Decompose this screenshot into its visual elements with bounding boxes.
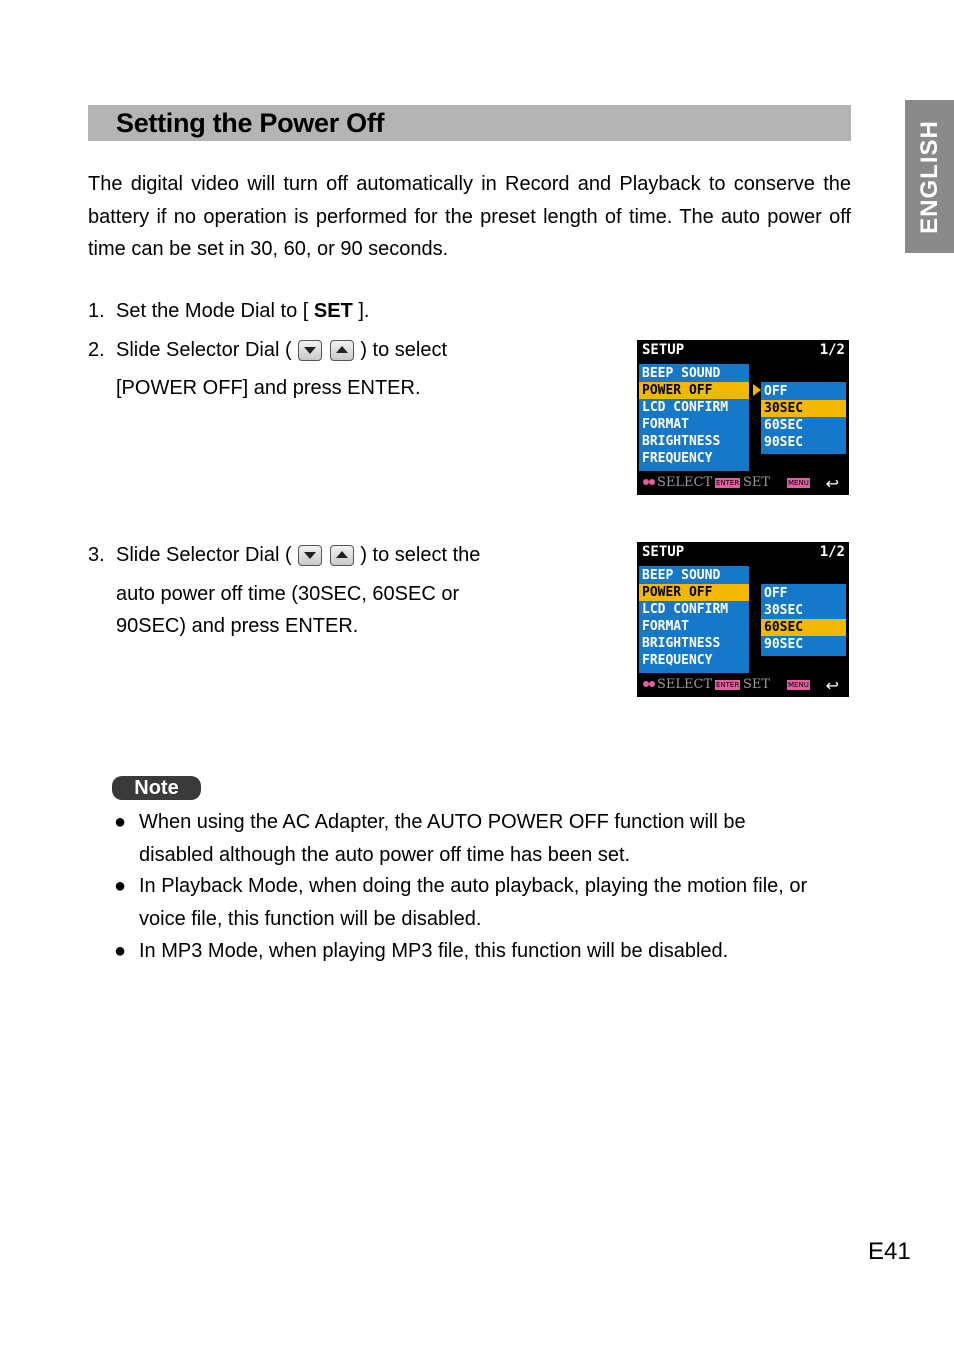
step-number: 3. — [88, 544, 105, 566]
menu-button-icon: MENU — [788, 479, 809, 487]
step-text-before: Slide Selector Dial ( — [116, 544, 292, 566]
selector-dot-icon — [649, 479, 655, 485]
submenu-item-90sec: 90SEC — [764, 637, 804, 652]
menu-item-brightness: BRIGHTNESS — [642, 434, 721, 449]
submenu-item-60sec: 60SEC — [764, 418, 804, 433]
step-2-continued: [POWER OFF] and press ENTER. — [116, 377, 421, 399]
submenu-item-off: OFF — [764, 384, 788, 399]
note-line: In MP3 Mode, when playing MP3 file, this function will be disabled. — [139, 940, 729, 962]
note-item-2 — [139, 870, 851, 935]
screen-footer — [637, 675, 849, 697]
step-1 — [88, 300, 369, 323]
camera-screen-1 — [637, 340, 849, 495]
step-text-before: Set the Mode Dial to [ — [116, 300, 314, 322]
menu-item-power-off: POWER OFF — [639, 382, 749, 399]
menu-item-format: FORMAT — [642, 619, 689, 634]
power-off-submenu — [761, 382, 846, 454]
note-line: voice file, this function will be disabled. — [139, 907, 482, 930]
step-text-after: ]. — [352, 300, 370, 322]
footer-select-label: SELECT — [657, 677, 713, 692]
submenu-item-30sec: 30SEC — [764, 603, 804, 618]
power-off-submenu — [761, 584, 846, 656]
step-3-continued-line-2: 90SEC) and press ENTER. — [116, 615, 359, 637]
screen-footer — [637, 473, 849, 495]
language-tab-label: ENGLISH — [915, 119, 943, 234]
step-text-after: ) to select the — [360, 544, 481, 566]
step-text-after: ) to select — [360, 339, 448, 361]
screen-title: SETUP — [642, 544, 685, 560]
selector-dial-down-icon — [298, 340, 322, 361]
note-line: disabled although the auto power off time has been set. — [139, 843, 631, 866]
menu-item-brightness: BRIGHTNESS — [642, 636, 721, 651]
enter-button-icon: ENTER — [716, 479, 740, 487]
menu-item-lcd-confirm: LCD CONFIRM — [642, 602, 729, 617]
section-title: Setting the Power Off — [116, 108, 385, 138]
note-line: When using the AC Adapter, the AUTO POWER OFF function will be — [139, 811, 746, 833]
setup-menu — [639, 566, 749, 673]
return-icon: ↩ — [825, 676, 839, 695]
selector-dot-icon — [649, 681, 655, 687]
footer-select-label: SELECT — [657, 475, 713, 490]
menu-item-frequency: FREQUENCY — [642, 451, 713, 466]
step-number: 1. — [88, 300, 105, 322]
selector-dial-up-icon — [330, 340, 354, 361]
step-2 — [88, 339, 447, 362]
selector-dial-down-icon — [298, 545, 322, 566]
setup-menu — [639, 364, 749, 471]
submenu-item-60sec: 60SEC — [761, 619, 846, 636]
submenu-item-off: OFF — [764, 586, 788, 601]
page-number: E41 — [868, 1238, 911, 1265]
intro-paragraph: The digital video will turn off automatically in Record and Playback to conserve the battery if no operation is performed for the preset length of time. The auto power off time can be set in 30, 60, or 90 seconds. — [88, 173, 851, 260]
menu-item-lcd-confirm: LCD CONFIRM — [642, 400, 729, 415]
menu-item-format: FORMAT — [642, 417, 689, 432]
language-tab — [905, 100, 954, 253]
note-badge: Note — [112, 776, 201, 800]
menu-item-beep-sound: BEEP SOUND — [642, 366, 721, 381]
step-3 — [88, 544, 480, 567]
section-header-bar — [88, 105, 851, 141]
menu-item-frequency: FREQUENCY — [642, 653, 713, 668]
return-icon: ↩ — [825, 474, 839, 493]
menu-item-beep-sound: BEEP SOUND — [642, 568, 721, 583]
step-number: 2. — [88, 339, 105, 361]
submenu-item-90sec: 90SEC — [764, 435, 804, 450]
bullet-icon: ● — [114, 875, 127, 897]
menu-button-icon: MENU — [788, 681, 809, 689]
menu-item-power-off: POWER OFF — [639, 584, 749, 601]
selector-dial-up-icon — [330, 545, 354, 566]
footer-set-label: SET — [743, 475, 771, 490]
bullet-icon: ● — [114, 940, 127, 962]
step-bold-keyword: SET — [313, 300, 353, 322]
camera-screen-2 — [637, 542, 849, 697]
footer-set-label: SET — [743, 677, 771, 692]
enter-button-icon: ENTER — [716, 681, 740, 689]
bullet-icon: ● — [114, 811, 127, 833]
screen-title: SETUP — [642, 342, 685, 358]
note-item-3 — [139, 935, 851, 968]
screen-page-indicator: 1/2 — [819, 342, 845, 358]
screen-page-indicator: 1/2 — [819, 544, 845, 560]
submenu-arrow-icon — [753, 384, 761, 396]
note-line: In Playback Mode, when doing the auto playback, playing the motion file, or — [139, 875, 808, 897]
step-text-before: Slide Selector Dial ( — [116, 339, 292, 361]
submenu-item-30sec: 30SEC — [761, 400, 846, 417]
step-3-continued-line-1: auto power off time (30SEC, 60SEC or — [116, 583, 460, 605]
note-item-1 — [139, 806, 851, 871]
